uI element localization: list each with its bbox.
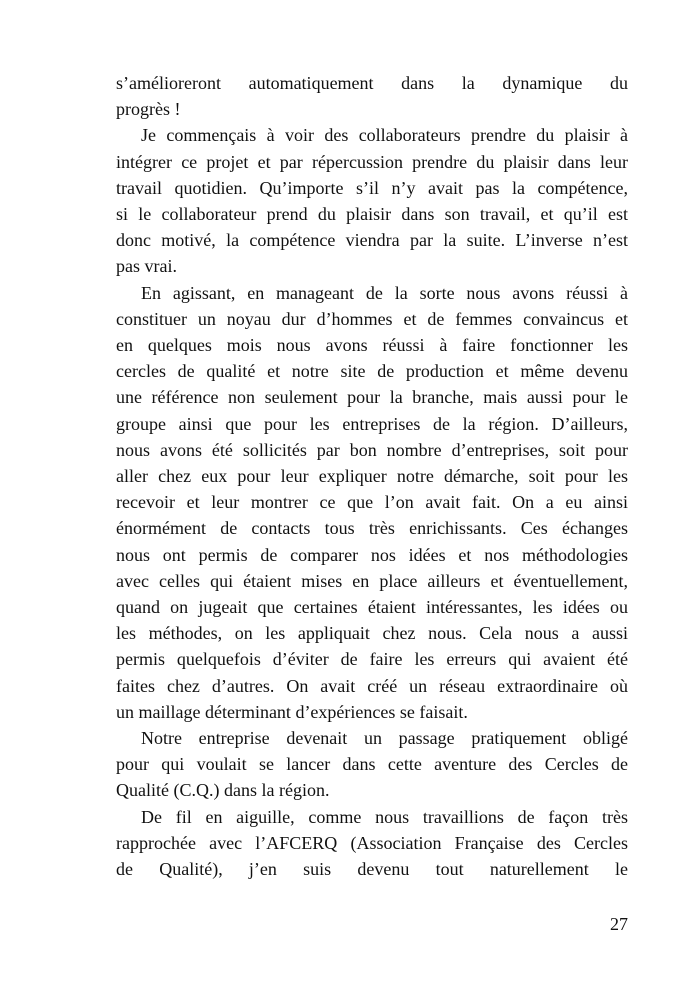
text-line: donc motivé, la compétence viendra par la suite. L’inverse n’est (116, 230, 628, 251)
text-line: groupe ainsi que pour les entreprises de la région. D’ailleurs, (116, 413, 628, 434)
text-line: faites chez d’autres. On avait créé un réseau extraordinaire où (116, 675, 628, 696)
text-line: une référence non seulement pour la branche, mais aussi pour le (116, 387, 628, 408)
text-line: avec celles qui étaient mises en place ailleurs et éventuellement, (116, 570, 628, 591)
text-line: s’amélioreront automatiquement dans la dynamique du (116, 73, 628, 93)
paragraph (116, 70, 628, 122)
text-line: de Qualité), j’en suis devenu tout naturellement le (116, 859, 628, 880)
text-line: Qualité (C.Q.) dans la région. (116, 780, 330, 801)
text-line: quand on jugeait que certaines étaient intéressantes, les idées ou (116, 597, 628, 618)
text-line: recevoir et leur montrer ce que l’on avait fait. On a eu ainsi (116, 492, 628, 513)
paragraph (116, 725, 628, 804)
text-line: un maillage déterminant d’expériences se faisait. (116, 701, 468, 722)
paragraph (116, 804, 628, 883)
text-line: si le collaborateur prend du plaisir dans son travail, et qu’il est (116, 204, 628, 225)
text-line: aller chez eux pour leur expliquer notre démarche, soit pour les (116, 466, 628, 487)
paragraph (116, 122, 628, 279)
text-line: progrès ! (116, 99, 181, 120)
text-line: travail quotidien. Qu’importe s’il n’y avait pas la compétence, (116, 177, 628, 198)
text-line: De fil en aiguille, comme nous travaillions de façon très (141, 806, 628, 827)
text-line: rapprochée avec l’AFCERQ (Association Française des Cercles (116, 832, 628, 853)
text-line: Notre entreprise devenait un passage pratiquement obligé (141, 728, 628, 749)
text-line: énormément de contacts tous très enrichissants. Ces échanges (116, 518, 628, 539)
text-line: nous ont permis de comparer nos idées et nos méthodologies (116, 544, 628, 565)
body-text (116, 70, 628, 882)
text-line: constituer un noyau dur d’hommes et de femmes convaincus et (116, 308, 628, 329)
text-line: nous avons été sollicités par bon nombre d’entreprises, soit pour (116, 439, 628, 460)
text-line: en quelques mois nous avons réussi à faire fonctionner les (116, 335, 628, 356)
text-line: intégrer ce projet et par répercussion prendre du plaisir dans leur (116, 151, 628, 172)
text-line: En agissant, en manageant de la sorte nous avons réussi à (141, 282, 628, 303)
text-line: pour qui voulait se lancer dans cette aventure des Cercles de (116, 754, 628, 775)
page-number: 27 (610, 914, 628, 934)
text-line: pas vrai. (116, 256, 177, 277)
text-line: les méthodes, on les appliquait chez nous. Cela nous a aussi (116, 623, 628, 644)
text-line: Je commençais à voir des collaborateurs prendre du plaisir à (141, 125, 628, 146)
paragraph (116, 280, 628, 725)
text-line: cercles de qualité et notre site de production et même devenu (116, 361, 628, 382)
text-line: permis quelquefois d’éviter de faire les erreurs qui avaient été (116, 649, 628, 670)
